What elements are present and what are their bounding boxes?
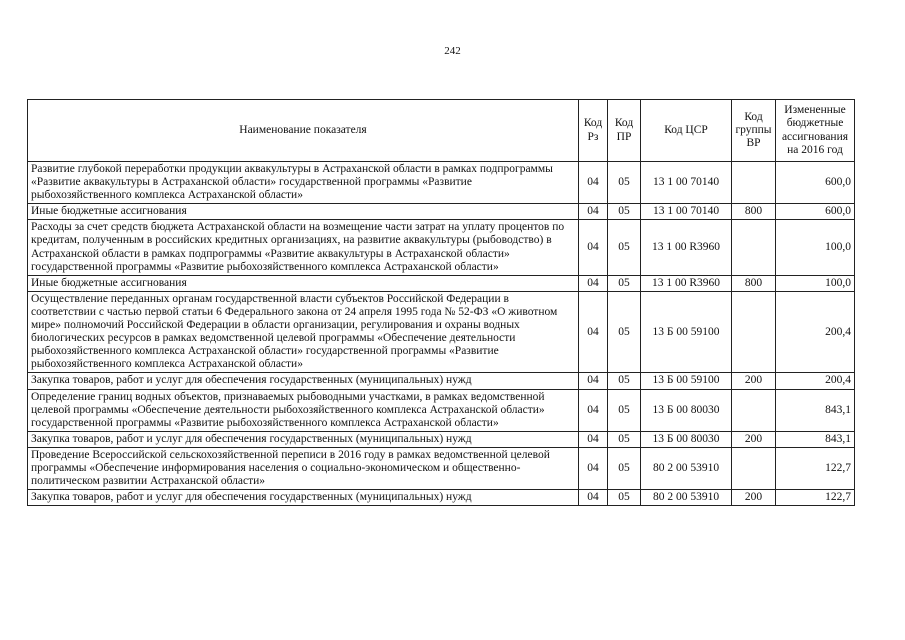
- row-pr: 05: [608, 373, 641, 389]
- page-number: 242: [444, 45, 461, 57]
- row-csr: 80 2 00 53910: [641, 490, 732, 506]
- row-csr: 13 1 00 70140: [641, 204, 732, 220]
- row-pr: 05: [608, 275, 641, 291]
- row-rz: 04: [579, 204, 608, 220]
- row-vr: 200: [732, 373, 776, 389]
- row-rz: 04: [579, 275, 608, 291]
- row-name: Определение границ водных объектов, признаваемых рыбоводными участками, в рамках ведомственной целевой программы «Обеспечение деятельности рыбохозяйственного комплекса Астраханской области» государственной программы «Развитие рыбохозяйственного комплекса Астраханской области»: [28, 389, 579, 431]
- row-csr: 13 1 00 R3960: [641, 275, 732, 291]
- row-name: Расходы за счет средств бюджета Астраханской области на возмещение части затрат на уплату процентов по кредитам, полученным в российских кредитных организациях, на развитие аквакультуры (рыбоводство) в Астраханской области в рамках подпрограммы «Развитие аквакультуры в Астраханской области» государственной программы «Развитие рыбохозяйственного комплекса Астраханской области»: [28, 220, 579, 275]
- row-name: Закупка товаров, работ и услуг для обеспечения государственных (муниципальных) нужд: [28, 431, 579, 447]
- table-row: [28, 373, 855, 389]
- table-header-row: [28, 100, 855, 162]
- row-amount: 200,4: [776, 373, 855, 389]
- row-rz: 04: [579, 162, 608, 204]
- row-rz: 04: [579, 447, 608, 489]
- row-vr: [732, 162, 776, 204]
- row-rz: 04: [579, 490, 608, 506]
- table-row: [28, 447, 855, 489]
- row-pr: 05: [608, 389, 641, 431]
- row-amount: 122,7: [776, 447, 855, 489]
- row-name: Проведение Всероссийской сельскохозяйственной переписи в 2016 году в рамках ведомственной целевой программы «Обеспечение информирования населения о социально-экономическом и общественно-политическом развитии Астраханской области»: [28, 447, 579, 489]
- budget-table: [27, 99, 855, 506]
- row-vr: [732, 291, 776, 373]
- header-name: Наименование показателя: [28, 100, 579, 162]
- table-row: [28, 389, 855, 431]
- row-rz: 04: [579, 431, 608, 447]
- row-amount: 843,1: [776, 431, 855, 447]
- row-csr: 13 Б 00 59100: [641, 291, 732, 373]
- row-amount: 843,1: [776, 389, 855, 431]
- row-pr: 05: [608, 204, 641, 220]
- row-amount: 600,0: [776, 204, 855, 220]
- row-vr: 800: [732, 275, 776, 291]
- row-csr: 13 Б 00 80030: [641, 389, 732, 431]
- row-csr: 13 Б 00 80030: [641, 431, 732, 447]
- row-vr: 800: [732, 204, 776, 220]
- row-rz: 04: [579, 220, 608, 275]
- row-name: Осуществление переданных органам государственной власти субъектов Российской Федерации в соответствии с частью первой статьи 6 Федерального закона от 24 апреля 1995 года № 52-ФЗ «О животном мире» полномочий Российской Федерации в области организации, регулирования и охраны водных биологических ресурсов в рамках ведомственной целевой программы «Обеспечение деятельности рыбохозяйственного комплекса Астраханской области» государственной программы «Развитие рыбохозяйственного комплекса Астраханской области»: [28, 291, 579, 373]
- table-row: [28, 162, 855, 204]
- row-csr: 80 2 00 53910: [641, 447, 732, 489]
- row-rz: 04: [579, 373, 608, 389]
- row-name: Развитие глубокой переработки продукции аквакультуры в Астраханской области в рамках подпрограммы «Развитие аквакультуры в Астраханской области» государственной программы «Развитие рыбохозяйственного комплекса Астраханской области»: [28, 162, 579, 204]
- row-pr: 05: [608, 291, 641, 373]
- table-row: [28, 204, 855, 220]
- table-row: [28, 220, 855, 275]
- row-name: Иные бюджетные ассигнования: [28, 275, 579, 291]
- row-vr: 200: [732, 431, 776, 447]
- row-pr: 05: [608, 447, 641, 489]
- table-row: [28, 291, 855, 373]
- table-row: [28, 490, 855, 506]
- row-pr: 05: [608, 220, 641, 275]
- row-vr: [732, 447, 776, 489]
- row-amount: 100,0: [776, 220, 855, 275]
- row-rz: 04: [579, 389, 608, 431]
- row-vr: [732, 389, 776, 431]
- row-csr: 13 1 00 70140: [641, 162, 732, 204]
- header-pr: Код ПР: [608, 100, 641, 162]
- header-amount: Измененные бюджетные ассигнования на 2016 год: [776, 100, 855, 162]
- row-vr: 200: [732, 490, 776, 506]
- row-name: Закупка товаров, работ и услуг для обеспечения государственных (муниципальных) нужд: [28, 490, 579, 506]
- row-name: Иные бюджетные ассигнования: [28, 204, 579, 220]
- row-name: Закупка товаров, работ и услуг для обеспечения государственных (муниципальных) нужд: [28, 373, 579, 389]
- header-vr: Код группы ВР: [732, 100, 776, 162]
- row-amount: 122,7: [776, 490, 855, 506]
- row-amount: 200,4: [776, 291, 855, 373]
- row-vr: [732, 220, 776, 275]
- row-pr: 05: [608, 162, 641, 204]
- header-rz: Код Рз: [579, 100, 608, 162]
- table-row: [28, 431, 855, 447]
- table-row: [28, 275, 855, 291]
- row-amount: 600,0: [776, 162, 855, 204]
- row-amount: 100,0: [776, 275, 855, 291]
- header-csr: Код ЦСР: [641, 100, 732, 162]
- row-pr: 05: [608, 490, 641, 506]
- row-csr: 13 1 00 R3960: [641, 220, 732, 275]
- row-csr: 13 Б 00 59100: [641, 373, 732, 389]
- row-rz: 04: [579, 291, 608, 373]
- row-pr: 05: [608, 431, 641, 447]
